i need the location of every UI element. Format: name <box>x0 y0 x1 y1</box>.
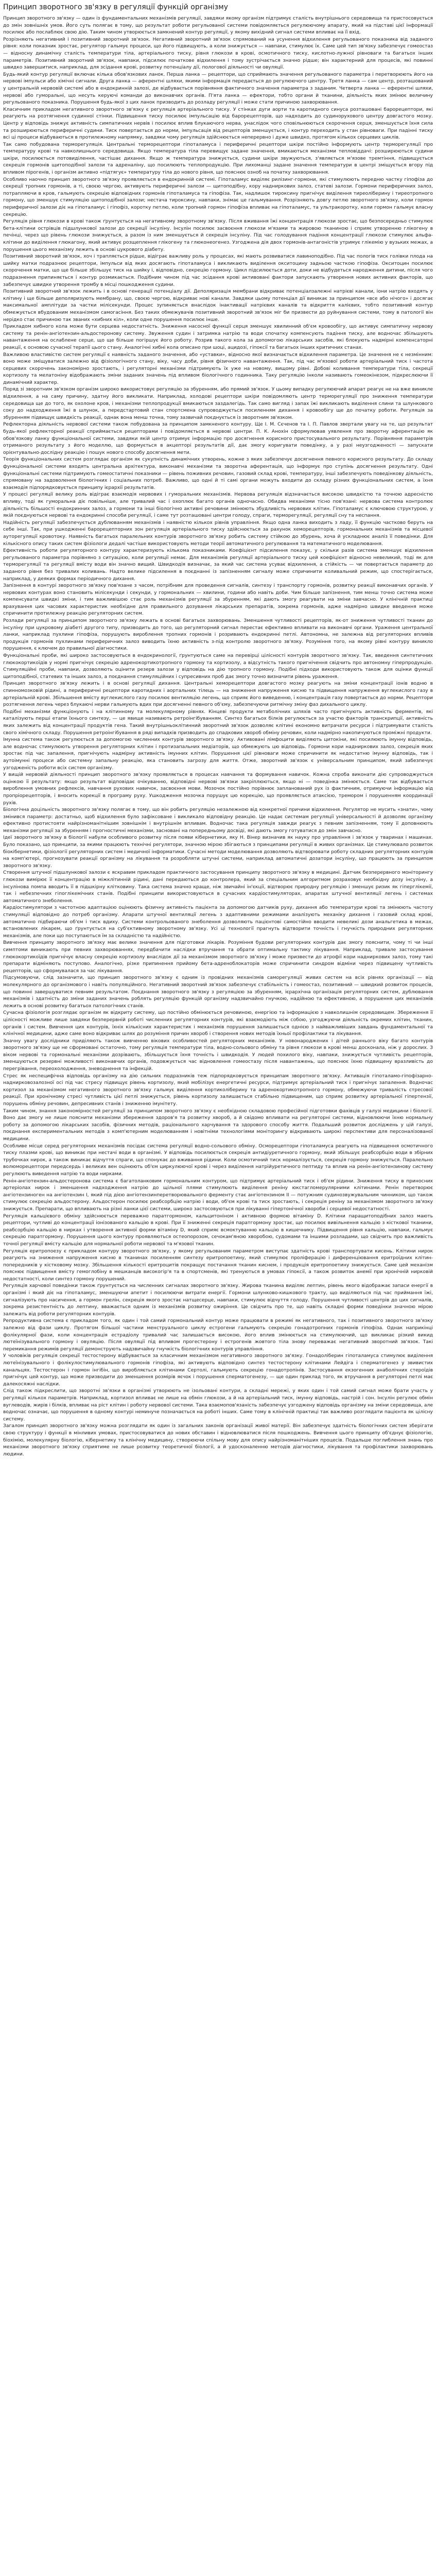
paragraph: Сучасна фізіологія розглядає організм як відкриту систему, що постійно обмінюється речовиною, енергією та інформацією з навколишнім середовищем. Збереження її цілісності можливе лише завдяки безперервній роботі численних регуляторних контурів, які взаємодіють між собою, узгоджуючи діяльність окремих клітин, тканин, органів і систем. Вивчення цих контурів, їхніх кількісних характеристик і механізмів порушення залишається однією з найважливіших завдань фундаментальної та клінічної медицини, адже саме воно відкриває шлях до розуміння причин хвороб і створення нових методів їхньої профілактики та лікування. <box>3 1010 433 1037</box>
document-body <box>3 15 433 1458</box>
paragraph: У процесі регуляції велику роль відіграє взаємодія нервових і гуморальних механізмів. Нервова регуляція відзначається високою швидкістю та точною адресністю впливу, тоді як гуморальна діє повільніше, але тривалий час і охоплює багато органів одночасно. Обидва механізми тісно пов'язані: нервова система контролює діяльність більшості ендокринних залоз, а гормони та інші біологічно активні речовини змінюють збудливість нервових клітин. Гіпоталамус є ключовою структурою, у якій поєднуються нервові та ендокринні способи регуляції, і саме тут розташовані центри голоду, спраги, терморегуляції, регуляції сну та неспання. <box>3 492 433 519</box>
paragraph: Значну увагу дослідники приділяють також вивченню вікових особливостей регуляторних механізмів. У новонароджених і дітей раннього віку багато контурів зворотного зв'язку ще не сформовані остаточно, тому регуляція температури тіла, водно-сольового обміну та рівня глюкози в крові менш досконала, ніж у дорослих. З віком нервові та гормональні механізми дозрівають, збільшується їхня точність і швидкодія. У людей похилого віку, навпаки, знижується чутливість рецепторів, зменшуються резервні можливості виконавчих органів, подовжується час відновлення гомеостазу після навантажень, що пояснює їхню підвищену вразливість до перегрівання, переохолодження, зневоднення та інфекцій. <box>3 1038 433 1072</box>
paragraph: Ефективність роботи регуляторного контуру характеризують кількома показниками. Коефіцієнт підсилення показує, у скільки разів система зменшує відхилення регульованого параметра порівняно з ситуацією, коли регуляції немає. Для механізмів регуляції артеріального тиску цей коефіцієнт відносно невеликий, тоді як для терморегуляції та регуляції вмісту води він значно вищий. Швидкодія визначає, за який час система усуває відхилення, а стійкість — чи повертається параметр до заданого рівня без тривалих коливань. Надто велике підсилення в поєднанні із запізненням сигналу може спричинити коливальний режим, що спостерігається, наприклад, у деяких формах періодичного дихання. <box>3 548 433 582</box>
paragraph: Ренін-ангіотензин-альдостеронова система є багатоланковим гормональним контуром, що підтримує артеріальний тиск і об'єм рідини. Зниження тиску в приносних артеріолах нирок і зменшення надходження натрію до щільної плями стимулюють виділення реніну юкстагломерулярними клітинами. Ренін перетворює ангіотензиноген на ангіотензин I, який під дією ангіотензинперетворювального ферменту стає ангіотензином II — потужним судинозвужувальним чинником, що також стимулює секрецію альдостерону. Альдостерон посилює реабсорбцію натрію і води, об'єм крові та тиск зростають, і секреція реніну за механізмом зворотного зв'язку знижується. Препарати, що впливають на різні ланки цієї системи, широко застосовуються при лікуванні гіпертонічної хвороби і серцевої недостатності. <box>3 1178 433 1212</box>
paragraph: Принцип зворотного зв'язку — один із фундаментальних механізмів регуляції, завдяки якому організм підтримує сталість внутрішнього середовища та пристосовується до змін зовнішніх умов. Його суть полягає в тому, що результат роботи регульованої системи повідомляється регулюючому апарату, який на підставі цієї інформації посилює або послаблює свою дію. Таким чином утворюється замкнений контур регуляції, у якому вихідний сигнал системи впливає на її вхід. <box>3 15 433 36</box>
paragraph: У чоловіків регуляція секреції тестостерону відбувається за класичним механізмом негативного зворотного зв'язку. Гонадоліберин гіпоталамуса стимулює виділення лютеїнізувального і фолікулостимулювального гормонів гіпофіза, які активують відповідно синтез тестостерону клітинами Лейдіга і сперматогенез у звивистих канальцях. Тестостерон і гормон інгібін, що виробляється клітинами Сертолі, гальмують секрецію гонадотропінів. Застосування екзогенних анаболічних стероїдів пригнічує цей контур, що може призводити до зменшення розмірів яєчок і порушення сперматогенезу, — ще один приклад того, як втручання в регуляторні петлі має далекосяжні наслідки. <box>3 1353 433 1387</box>
paragraph: Регуляція еритропоезу є прикладом контуру зворотного зв'язку, у якому регульованим параметром виступає здатність крові транспортувати кисень. Клітини нирок реагують на зниження напруження кисню в тканинах посиленням синтезу еритропоетину, який стимулює проліферацію і диференціювання еритроїдних клітин-попередників у кістковому мозку. Збільшення кількості еритроцитів покращує постачання тканин киснем, і продукція еритропоетину знижується. Саме цей механізм пояснює підвищення вмісту гемоглобіну в мешканців високогір'я та в спортсменів, які тренуються в умовах гіпоксії, а також розвиток анемії при хронічній нирковій недостатності, коли синтез гормону порушений. <box>3 1248 433 1282</box>
paragraph: Регуляція харчової поведінки також ґрунтується на численних сигналах зворотного зв'язку. Жирова тканина виділяє лептин, рівень якого відображає запаси енергії в організмі і який діє на гіпоталамус, зменшуючи апетит і посилюючи витрати енергії. Гормони шлунково-кишкового тракту, що виділяються під час приймання їжі, сигналізують про насичення, а гормон грелін, секреція якого зростає натщесерце, навпаки, стимулює відчуття голоду. Порушення чутливості центрів до цих сигналів, зокрема резистентність до лептину, вважається одним із механізмів розвитку ожиріння. Це свідчить про те, що навіть складні форми поведінки значною мірою залежать від роботи регуляторних контурів. <box>3 1283 433 1317</box>
paragraph: Регуляція рівня глюкози в крові також ґрунтується на негативному зворотному зв'язку. Після вживання їжі концентрація глюкози зростає, що безпосередньо стимулює бета-клітини острівців підшлункової залози до секреції інсуліну. Інсулін посилює засвоєння глюкози м'язами та жировою тканиною і сприяє утворенню глікогену в печінці, через що рівень глюкози знижується, а разом із ним зменшується й секреція інсуліну. Під час голодування падіння концентрації глюкози стимулює альфа-клітини до виділення глюкагону, який активує розщеплення глікогену та глюконеогенез. Узгоджена дія двох гормонів-антагоністів утримує глікемію у вузьких межах, а порушення цього механізму лежить в основі цукрового діабету. <box>3 218 433 252</box>
paragraph: Розрізняють негативний і позитивний зворотний зв'язок. Негативний зворотний зв'язок спрямований на усунення відхилення регульованого показника від заданого рівня: коли показник зростає, регулятор гальмує процеси, що його підвищують, а коли знижується — навпаки, стимулює їх. Саме цей тип зв'язку забезпечує гомеостаз — відносну динамічну сталість температури тіла, артеріального тиску, рівня глюкози в крові, осмотичного тиску, кислотно-лужної рівноваги та багатьох інших параметрів. Позитивний зворотний зв'язок, навпаки, підсилює початкове відхилення і тому зустрічається значно рідше; він характерний для процесів, які повинні швидко завершитися, наприклад, для зсідання крові, розвитку потенціалу дії, пологової діяльності чи овуляції. <box>3 36 433 71</box>
paragraph: Позитивний зворотний зв'язок, хоч і трапляється рідше, відіграє важливу роль у процесах, які мають розвиватися лавиноподібно. Під час пологів тиск голівки плода на шийку матки подразнює рецептори, імпульси від яких досягають гіпоталамуса і викликають виділення окситоцину задньою часткою гіпофіза. Окситоцин посилює скорочення матки, що ще більше збільшує тиск на шийку і, відповідно, секрецію гормону. Цикл підсилюється доти, доки не відбудеться народження дитини, після чого подразнення припиняється і контур розмикається. Подібним чином під час зсідання крові активовані фактори запускають утворення нових активних факторів, що забезпечує швидке утворення тромбу в місці пошкодження судини. <box>3 253 433 287</box>
paragraph: Функціональні проби, які широко застосовуються в ендокринології, ґрунтуються саме на перевірці цілісності контурів зворотного зв'язку. Так, введення синтетичних глюкокортикоїдів у нормі пригнічує секрецію адренокортикотропного гормону та кортизолу, а відсутність такого пригнічення свідчить про автономну гіперпродукцію. Стимуляційні проби, навпаки, дозволяють оцінити резерв залози у відповідь на дію тропного гормону. Подібні підходи використовують також для оцінки функції щитоподібної, статевих та інших залоз, а поєднання стимуляційних і супресивних проб дає змогу точно визначити рівень ураження. <box>3 653 433 680</box>
paragraph: Репродуктивна система є прикладом того, як один і той самий гормональний контур може працювати в режимі як негативного, так і позитивного зворотного зв'язку залежно від фази циклу. Протягом більшої частини менструального циклу естрогени гальмують секрецію гонадотропних гормонів гіпофіза. Однак наприкінці фолікулярної фази, коли концентрація естрадіолу тривалий час залишається високою, його вплив змінюється на стимулюючий, що викликає різкий викид лютеїнізувального гормону і овуляцію. Після овуляції під впливом прогестерону і естрогенів жовтого тіла знову переважає негативний зворотний зв'язок. Такі перемикання режимів регуляції демонструють надзвичайну гнучкість біологічних контурів управління. <box>3 1318 433 1352</box>
paragraph: Надійність регуляції забезпечується дублюванням механізмів і наявністю кількох рівнів управління. Якщо одна ланка виходить з ладу, її функцію частково беруть на себе інші. Так, при ушкодженні барорецепторних зон регуляція артеріального тиску здійснюється за рахунок хеморецепторів, гормональних механізмів та місцевої ауторегуляції кровотоку. Наявність багатьох паралельних контурів зворотного зв'язку робить систему стійкою до збурень, хоча й ускладнює аналіз її поведінки. Для кількісного опису таких систем фізіологи дедалі частіше використовують методи теорії автоматичного регулювання та математичного моделювання. <box>3 519 433 547</box>
paragraph: Будь-який контур регуляції включає кілька обов'язкових ланок. Перша ланка — рецептори, що сприймають значення регульованого параметра і перетворюють його на нервові імпульси або хімічні сигнали. Друга ланка — аферентні шляхи, якими інформація передається до регулюючого центру. Третя ланка — сам центр, розташований у центральній нервовій системі або в ендокринній залозі, де відбувається порівняння фактичного значення параметра з заданим. Четверта ланка — еферентні шляхи, нервові або гуморальні, що несуть керуючі команди до виконавчих органів. П'ята ланка — ефектори, тобто органи й тканини, діяльність яких змінює величину регульованого показника. Порушення будь-якої з цих ланок призводить до розладу регуляції і може стати причиною захворювання. <box>3 71 433 106</box>
paragraph: Ідеї зворотного зв'язку в біології набули особливого розвитку після появи кібернетики, яку Н. Вінер визначив як науку про управління і зв'язок у тваринах і машинах. Було показано, що принципи, за якими працюють технічні регулятори, значною мірою збігаються з принципами регуляції в живих організмах. Це стимулювало розвиток біокібернетики, фізіології регуляторних систем і медичної інформатики. Сучасні методи моделювання дозволяють відтворювати роботу складних регуляторних контурів на комп'ютері, прогнозувати реакції організму на лікування та розробляти штучні системи, наприклад автоматичні дозатори інсуліну, що працюють за принципом зворотного зв'язку. <box>3 835 433 869</box>
paragraph: Кардіостимулятори з частотною адаптацією оцінюють фізичну активність пацієнта за допомогою датчиків руху, дихання або температури крові та змінюють частоту стимуляції відповідно до потреб організму. Апарати штучної вентиляції легень з адаптивними режимами аналізують механіку дихання і газовий склад крові, автоматично підбираючи об'єм і тиск вдиху. Системи контрольованого знеболення дозволяють пацієнтові самостійно вводити невеликі дози анальгетика в межах, встановлених лікарем, що ґрунтується на суб'єктивному зворотному зв'язку. Усі ці технології прагнуть відтворити точність і гнучкість природних регуляторних механізмів, але поки що поступаються їм за складністю та надійністю. <box>3 905 433 939</box>
paragraph: Подібні механізми функціонують і на клітинному та молекулярному рівнях. Кінцеві продукти метаболічних шляхів часто пригнічують активність ферментів, які каталізують перші етапи їхнього синтезу, — це явище називають ретроінгібуванням. Синтез багатьох білків регулюється за участю факторів транскрипції, активність яких залежить від концентрації продуктів гена. Такий внутрішньоклітинний зворотний зв'язок дозволяє клітині економно витрачати ресурси і підтримувати сталість свого хімічного складу. Порушення ретроінгібування в ряді випадків призводить до спадкових хвороб обміну речовин, коли надмірно накопичуються проміжні продукти. <box>3 708 433 736</box>
paragraph: Розлади регуляції за принципом зворотного зв'язку лежать в основі багатьох захворювань. Зменшення чутливості рецепторів, як-от зниження чутливості тканин до інсуліну при цукровому діабеті другого типу, призводить до того, що регуляторний сигнал перестає ефективно впливати на виконавчі органи. Ураження центральної ланки, наприклад пухлини гіпофіза, порушують вироблення тропних гормонів і розривають ендокринні петлі. Автономна, не залежна від регуляторних впливів продукція гормонів пухлинами периферичних залоз виводить їхню активність з-під контролю зворотного зв'язку. Розуміння того, на якому рівні контуру виникло порушення, є ключем до правильної діагностики. <box>3 618 433 652</box>
paragraph: Важливою властивістю систем регуляції є наявність заданого значення, або «уставки», відносно якої визначається відхилення параметра. Це значення не є незмінним: воно може зміщуватися залежно від фізіологічного стану, віку, часу доби, рівня фізичного навантаження. Так, під час м'язової роботи артеріальний тиск і частота серцевих скорочень закономірно зростають, і регуляторні механізми підтримують їх уже на новому, вищому рівні. Добові коливання температури тіла, секреції кортизолу та мелатоніну відображають зміни заданих значень під впливом біологічного годинника. Таку регуляцію інколи називають гомеокінезом, підкреслюючи її динамічний характер. <box>3 351 433 385</box>
paragraph: Теорія функціональних систем розглядає організм як сукупність динамічних утворень, кожне з яких забезпечує досягнення певного корисного результату. До складу функціональної системи входять центральна архітектура, виконавчі механізми та зворотна аферентація, що інформує про ступінь досягнення результату. Одні функціональні системи підтримують гомеостатичні показники — рівень поживних речовин, газовий склад крові, температуру, інші забезпечують поведінкову діяльність, спрямовану на задоволення біологічних і соціальних потреб. Важливо, що одні й ті самі органи можуть входити до складу різних функціональних систем, а їхня взаємодія підпорядковується принципу ієрархії результатів. <box>3 456 433 490</box>
paragraph: Імунна система також регулюється за допомогою численних контурів зворотного зв'язку. Активовані лімфоцити виділяють цитокіни, які посилюють імунну відповідь, але водночас стимулюють утворення регуляторних клітин і протизапальних медіаторів, що обмежують цю відповідь. Гормони кори надниркових залоз, секреція яких зростає під час запалення, пригнічують надмірну активність імунних клітин. Порушення цієї рівноваги може спричинити як недостатню імунну відповідь, так і аутоімунні процеси або системну запальну реакцію, яка становить загрозу для життя. Отже, зворотний зв'язок є універсальним принципом, який забезпечує узгодженість роботи всіх систем організму. <box>3 737 433 771</box>
paragraph: Особливо наочно принцип зворотного зв'язку проявляється в ендокринній системі. Гіпоталамус виділяє рилізинг-гормони, які стимулюють передню частку гіпофіза до секреції тропних гормонів, а ті, своєю чергою, активують периферичні залози — щитоподібну, кору надниркових залоз, статеві залози. Гормони периферичних залоз, потрапляючи в кров, гальмують секрецію відповідних гормонів гіпоталамуса та гіпофіза. Так, надлишок тироксину пригнічує виділення тиреоліберину і тиреотропного гормону, що зменшує стимуляцію щитоподібної залози; нестача тироксину, навпаки, знімає це гальмування. Розрізняють довгу петлю зворотного зв'язку, коли гормон периферичної залози діє на гіпоталамус і гіпофіз, коротку петлю, коли тропний гормон гіпофіза впливає на гіпоталамус, та ультракоротку, коли гормон гальмує власну секрецію. <box>3 176 433 217</box>
paragraph: Особливе місце серед регуляторних механізмів посідає система регуляції водно-сольового обміну. Осморецептори гіпоталамуса реагують на підвищення осмотичного тиску плазми крові, що виникає при нестачі води в організмі. У відповідь посилюється секреція антидіуретичного гормону, який збільшує реабсорбцію води в збірних трубочках нирок, а також виникає відчуття спраги, що спонукає до вживання рідини. Коли осмотичний тиск нормалізується, секреція гормону знижується. Паралельно волюморецептори передсердь і великих вен оцінюють об'єм циркулюючої крові і через виділення натрійуретичного пептиду та вплив на ренін-ангіотензинову систему регулюють виведення натрію та води нирками. <box>3 1143 433 1177</box>
paragraph: Поряд зі зворотним зв'язком організм широко використовує регуляцію за збуренням, або прямий зв'язок. У цьому випадку регулюючий апарат реагує не на вже виникле відхилення, а на саму причину, здатну його викликати. Наприклад, холодові рецептори шкіри повідомляють центр терморегуляції про зниження температури середовища ще до того, як охолоне кров, і механізми теплопродукції вмикаються заздалегідь. Так само вигляд і запах їжі викликають виділення слини та шлункового соку до надходження їжі в шлунок, а передстартовий стан спортсмена супроводжується посиленням дихання і кровообігу ще до початку роботи. Регуляція за збуренням підвищує швидкість реакції, однак вона менш точна, тому зазвичай поєднується із зворотним зв'язком. <box>3 386 433 420</box>
paragraph: Регуляція кальцієвого обміну здійснюється переважно паратгормоном, кальцитоніном і активною формою вітаміну D. Клітини паращитоподібних залоз мають рецептори, чутливі до концентрації іонізованого кальцію в крові. При її зниженні секреція паратгормону зростає, що посилює вивільнення кальцію з кісткової тканини, реабсорбцію кальцію в нирках і утворення активної форми вітаміну D, який сприяє всмоктуванню кальцію в кишечнику. Підвищення рівня кальцію, навпаки, гальмує секрецію паратгормону. Порушення цього контуру проявляються остеопорозом, сечокам'яною хворобою, судомами та іншими розладами, що свідчить про важливість точної регуляції вмісту кальцію для нормальної роботи нервової та м'язової тканин. <box>3 1213 433 1247</box>
paragraph: Принцип зворотного зв'язку лежить і в основі регуляції дихання. Центральні хеморецептори довгастого мозку реагують на зміни концентрації іонів водню в спинномозковій рідині, а периферичні рецептори каротидних і аортальних тілець — на зниження напруження кисню та підвищення напруження вуглекислого газу в артеріальній крові. Збільшення вмісту вуглекислого газу посилює вентиляцію легень, що сприяє його виведенню, і концентрація газу повертається до норми. Рецептори розтягнення легень через блукаючі нерви гальмують вдих при досягненні певного об'єму, забезпечуючи ритмічну зміну фаз дихального циклу. <box>3 681 433 708</box>
paragraph: Біологічна доцільність зворотного зв'язку полягає в тому, що він робить регуляцію незалежною від конкретної причини відхилення. Регулятор не мусить «знати», чому змінився параметр: достатньо, щоб відхилення було зафіксоване і викликало відповідну реакцію. Це надає системам регуляції універсальності й дозволяє організму ефективно протистояти найрізноманітнішим зовнішнім і внутрішнім впливам. Водночас така регуляція завжди реагує з певним запізненням, тому її доповнюють механізми регуляції за збуренням і прогностичні механізми, засновані на попередньому досвіді, які дають змогу готуватися до змін завчасно. <box>3 807 433 834</box>
paragraph: Запізнення в контурі зворотного зв'язку пов'язане з часом, потрібним для проведення сигналів, синтезу і транспорту гормонів, розвитку реакції виконавчих органів. У нервових контурах воно становить мілісекунди і секунди, у гормональних — хвилини, години або навіть доби. Чим більше запізнення, тим менш точно система може компенсувати швидкі зміни, і тим важливішою стає роль механізмів регуляції за збуренням, які дають змогу реагувати на зміни завчасно. У клінічній практиці врахування цих часових характеристик необхідне для правильного дозування лікарських препаратів, зокрема гормонів, адже надмірно швидке введення може спричинити протилежну реакцію регуляторних систем. <box>3 583 433 617</box>
paragraph: Вивчення принципу зворотного зв'язку має велике значення для підготовки лікарів. Розуміння будови регуляторних контурів дає змогу пояснити, чому ті чи інші симптоми виникають при певних захворюваннях, передбачити наслідки втручання та обрати оптимальну тактику лікування. Наприклад, тривале застосування глюкокортикоїдів пригнічує власну секрецію кортизолу внаслідок дії за механізмом зворотного зв'язку і може призвести до атрофії кори надниркових залоз, тому такі препарати відміняють поступово. Аналогічно, різке припинення прийому бета-адреноблокаторів може спричинити синдром відміни через підвищену чутливість рецепторів, що сформувалася за час лікування. <box>3 940 433 974</box>
paragraph: Підсумовуючи, слід зазначити, що принцип зворотного зв'язку є одним із провідних механізмів саморегуляції живих систем на всіх рівнях організації — від молекулярного до організмового і навіть популяційного. Негативний зворотний зв'язок забезпечує стабільність і гомеостаз, позитивний — швидкий розвиток процесів, що повинні завершуватися певним результатом. Поєднання зворотного зв'язку з регуляцією за збуренням, ієрархічна організація регуляторних систем, дублювання механізмів і здатність до зміни заданих значень роблять регуляцію функцій організму надзвичайно гнучкою, надійною та ефективною, а порушення цих механізмів лежить в основі розвитку багатьох патологічних станів. <box>3 975 433 1009</box>
page-title: Принцип зворотного зв'язку в регуляції функцій організму <box>3 3 228 11</box>
paragraph: У вищій нервовій діяльності принцип зворотного зв'язку проявляється в процесах навчання та формування навичок. Кожна спроба виконати дію супроводжується оцінкою її результату: якщо результат відповідає очікуванню, відповідні нервові зв'язки закріплюються, якщо ні — поведінка змінюється. Саме так відбувається вироблення умовних рефлексів, навчання рухових навичок, засвоєння мови. Мозочок постійно порівнює запланований рух із фактичним, отримуючи інформацію від пропріорецепторів, і вносить корекції в програму руху. Ушкодження мозочка порушує цю корекцію, що проявляється атаксією, тремором і порушенням координації рухів. <box>3 772 433 806</box>
paragraph: Класичним прикладом негативного зворотного зв'язку є регуляція артеріального тиску. У стінках дуги аорти та каротидного синуса розташовані барорецептори, які реагують на розтягнення судинної стінки. Підвищення тиску посилює імпульсацію від барорецепторів, що надходить до судинорухового центру довгастого мозку. Центр у відповідь знижує активність симпатичних нервів і посилює вплив блукаючого нерва, унаслідок чого сповільнюються скорочення серця, зменшується їхня сила та розширюються периферичні судини. Тиск повертається до норми, імпульсація від рецепторів зменшується, і контур переходить у стан рівноваги. При падінні тиску всі ці процеси відбуваються в протилежному напрямку, завдяки чому регуляція здійснюється неперервно і дуже швидко, протягом кількох серцевих циклів. <box>3 106 433 141</box>
paragraph: Загалом принцип зворотного зв'язку можна розглядати як один із загальних законів організації живої матерії. Він забезпечує здатність біологічних систем зберігати свою структуру і функції в мінливих умовах, пристосовуватися до нових обставин і відновлюватися після пошкоджень. Вивчення цього принципу об'єднує фізіологію, біохімію, молекулярну біологію, кібернетику та клінічну медицину, створюючи спільну мову для опису найрізноманітніших процесів. Подальше поглиблення знань про механізми зворотного зв'язку сприятиме не лише розвитку теоретичної біології, а й удосконаленню методів діагностики, лікування та профілактики захворювань людини. <box>3 1423 433 1457</box>
paragraph: Стрес як неспецифічна відповідь організму на дію сильних подразників теж підпорядковується принципам зворотного зв'язку. Активація гіпоталамо-гіпофізарно-наднирковозалозної осі під час стресу підвищує рівень кортизолу, який мобілізує енергетичні ресурси, підтримує артеріальний тиск і пригнічує запалення. Водночас кортизол за механізмом негативного зворотного зв'язку гальмує виділення кортиколіберину та адренокортикотропного гормону, обмежуючи тривалість стресової реакції. При хронічному стресі чутливість цієї петлі знижується, рівень кортизолу залишається стабільно підвищеним, що сприяє розвитку артеріальної гіпертензії, порушень обміну речовин, депресивних станів і зниженню імунітету. <box>3 1073 433 1107</box>
paragraph: Позитивний зворотний зв'язок лежить і в основі генерації потенціалу дії. Деполяризація мембрани відкриває потенціалзалежні натрієві канали, іони натрію входять у клітину і ще більше деполяризують мембрану, що, своєю чергою, відкриває нові канали. Завдяки цьому потенціал дії виникає за принципом «все або нічого» і досягає максимальної амплітуди за частки мілісекунди. Процес зупиняється внаслідок інактивації натрієвих каналів та відкриття калієвих, тобто позитивний контур обмежується вбудованим механізмом самогасіння. Без таких обмежувачів позитивний зворотний зв'язок міг би призвести до руйнування системи, тому в патології він нерідко стає причиною так званих «хибних кіл», коли одне порушення посилює інше. <box>3 289 433 323</box>
paragraph: Слід також підкреслити, що зворотні зв'язки в організмі утворюють не ізольовані контури, а складні мережі, у яких один і той самий сигнал може брати участь у регуляції кількох параметрів. Наприклад, кортизол впливає не лише на обмін глюкози, а й на артеріальний тиск, імунну відповідь, настрій і сон. Інсулін регулює обмін вуглеводів, жирів і білків, впливає на ріст клітин і роботу нервової системи. Така взаємопов'язаність забезпечує узгоджену відповідь організму на зміни середовища, але водночас означає, що порушення в одному контурі неминуче позначається на роботі інших. Саме тому в клінічній практиці так важливо розглядати пацієнта як цілісну систему. <box>3 1388 433 1422</box>
paragraph: Створення штучної підшлункової залози є яскравим прикладом практичного застосування принципу зворотного зв'язку в медицині. Датчик безперервного моніторингу глюкози вимірює її концентрацію в міжклітинній рідині, дані передаються до контролера, який за спеціальним алгоритмом розраховує необхідну дозу інсуліну, а інсулінова помпа вводить її в підшкірну клітковину. Така система значно краще, ніж звичайні ін'єкції, відтворює природну регуляцію і зменшує ризик як гіперглікемії, так і небезпечних гіпоглікемічних станів. Подібні принципи використовуються в сучасних кардіостимуляторах, апаратах штучної вентиляції легень і системах автоматичного знеболення. <box>3 870 433 904</box>
paragraph: Прикладом хибного кола може бути серцева недостатність. Зниження насосної функції серця зменшує хвилинний об'єм кровообігу, що активує симпатичну нервову систему та ренін-ангіотензин-альдостеронову систему. Звуження судин і затримка натрію та води спочатку компенсують падіння тиску, але водночас збільшують навантаження на ослаблене серце, що ще більше погіршує його роботу. Розрив такого кола за допомогою лікарських засобів, які блокують надмірні компенсаторні реакції, є основою сучасної терапії цього стану. Аналогічні хибні кола описано при шоці, ацидозі, гіпоксії та багатьох інших критичних станах. <box>3 324 433 350</box>
paragraph: Так само побудована терморегуляція. Центральні терморецептори гіпоталамуса і периферичні рецептори шкіри постійно інформують центр терморегуляції про температуру крові та навколишнього середовища. Якщо температура тіла перевищує задане значення, вмикаються механізми тепловіддачі: розширюються судини шкіри, посилюється потовиділення, частішає дихання. Якщо ж температура знижується, судини шкіри звужуються, з'являється м'язове тремтіння, підвищується секреція гормонів щитоподібної залози та адреналіну, що посилюють теплопродукцію. При лихоманці задане значення температури в центрі зміщується вгору під впливом пірогенів, і організм активно «підтягує» температуру тіла до нового рівня, що пояснює озноб на початку захворювання. <box>3 141 433 176</box>
paragraph: Таким чином, знання закономірностей регуляції за принципом зворотного зв'язку є необхідною складовою професійної підготовки фахівців у галузі медицини і біології. Воно дає змогу не лише пояснити механізми збереження здоров'я та розвитку хвороб, а й свідомо впливати на регуляторні системи, відновлюючи їхню нормальну роботу за допомогою лікарських засобів, фізичних методів, раціонального харчування та здорового способу життя. Подальший розвиток досліджень у цій галузі, поєднання експериментальних методів з комп'ютерним моделюванням і новітніми технологіями моніторингу відкривають широкі перспективи для персоналізованої медицини. <box>3 1108 433 1142</box>
paragraph: Рефлекторна діяльність нервової системи також побудована за принципом замкненого контуру. Ще І. М. Сєченов та І. П. Павлов звертали увагу на те, що результат будь-якої рефлекторної реакції сприймається рецепторами і повідомляється в нервові центри. П. К. Анохін сформулював уявлення про зворотну аферентацію як обов'язкову ланку функціональної системи, завдяки якій центр отримує інформацію про досягнення корисного пристосувального результату. Порівняння параметрів отриманого результату з його моделлю, що формується в акцепторі результатів дії, дає змогу коригувати поведінку, а у разі неузгодженості — запускати орієнтувально-дослідну реакцію і пошук нового способу досягнення мети. <box>3 421 433 455</box>
